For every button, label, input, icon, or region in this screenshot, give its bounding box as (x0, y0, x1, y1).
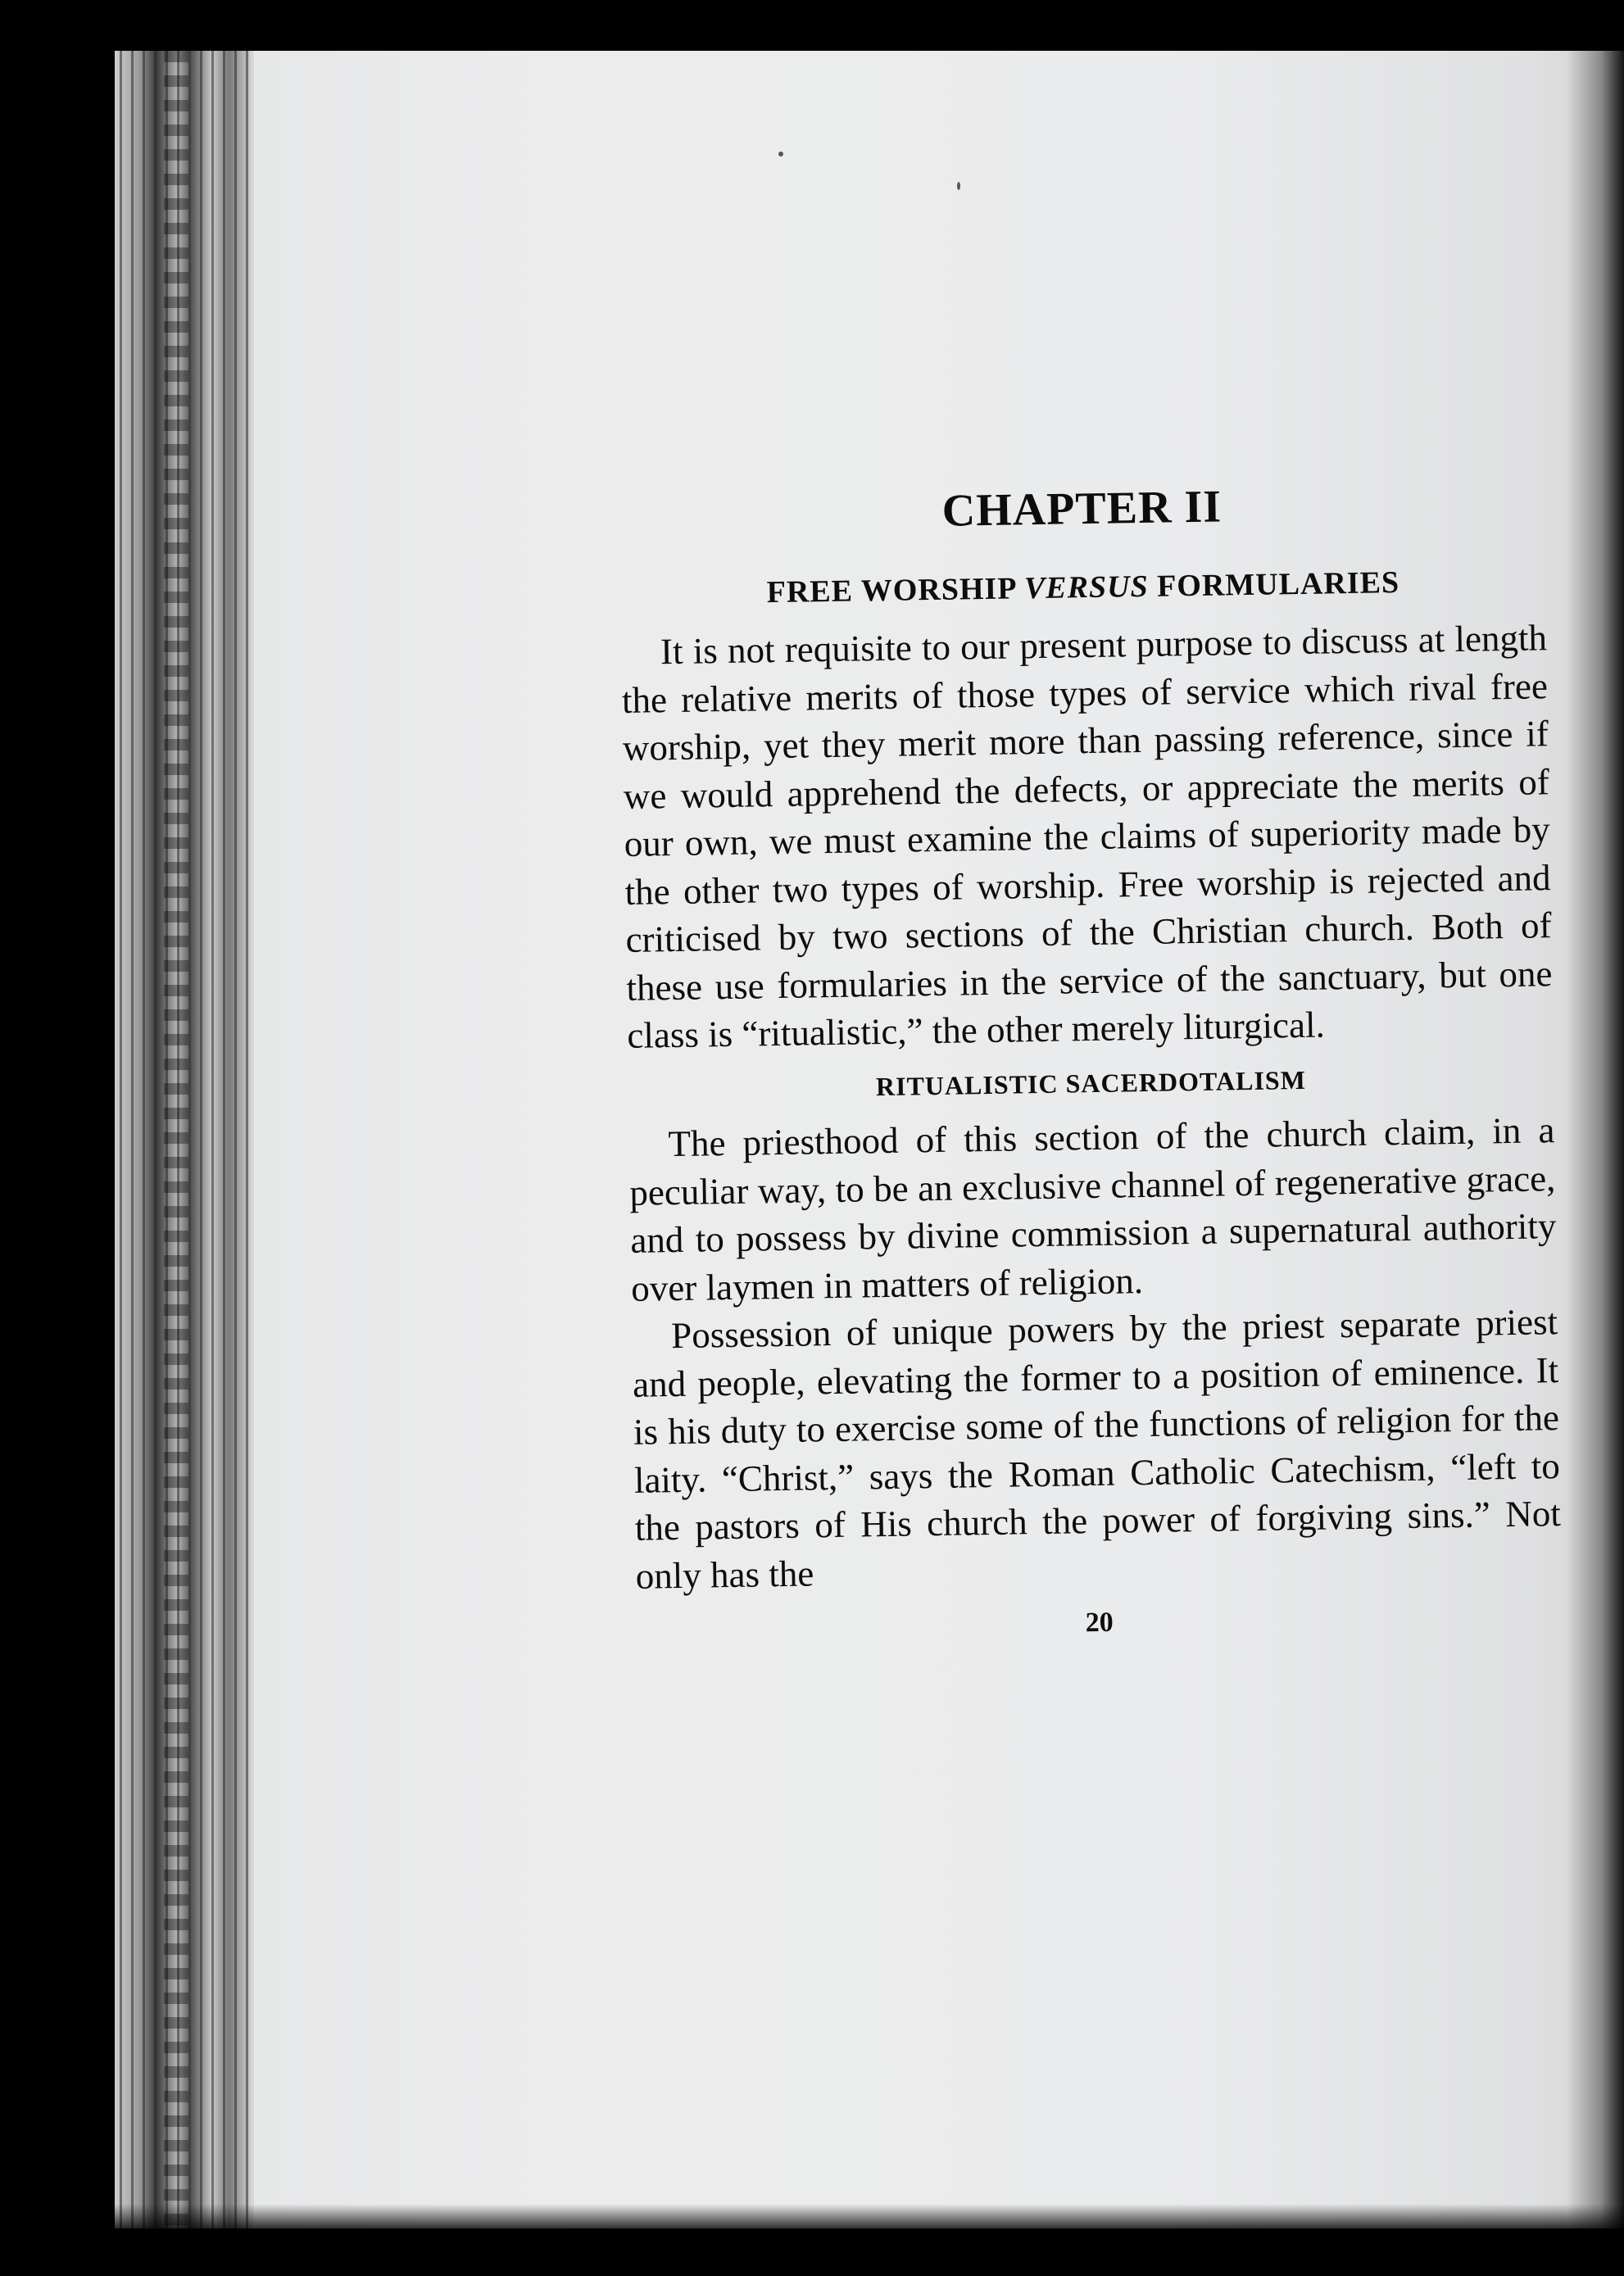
chapter-subtitle (620, 562, 1547, 614)
scan-speck (778, 152, 783, 156)
paragraph-intro: It is not requisite to our present purpose to discuss at length the relative merits of those types of service which rival free worship, yet they merit more than passing reference, since if we would apprehend the defects, or appreciate the merits of our own, we must examine the claims of superiority made by the other two types of worship. Free worship is rejected and criticised by two sections of the Christian church. Both of these use formularies in the service of the sanctuary, but one class is “ritualistic,” the other merely liturgical. (621, 617, 1553, 1057)
scan-speck (957, 182, 960, 190)
page-bottom-shadow (115, 2204, 1624, 2228)
book-binding-edge (115, 51, 254, 2228)
chapter-title: CHAPTER II (941, 481, 1223, 537)
page-text-block (619, 477, 1563, 1646)
page-right-shadow (1567, 51, 1624, 2228)
subtitle-part-two: FORMULARIES (1148, 564, 1400, 604)
paragraph-possession: Possession of unique powers by the priest separate priest and people, elevating the former to a position of eminence. It is his duty to exercise some of the functions of religion for the laity. “Christ,” says the Roman Catholic Catechism, “left to the pastors of His church the power of forgiving sins.” Not only has the (632, 1301, 1562, 1597)
subtitle-part-one: FREE WORSHIP (766, 570, 1025, 610)
subtitle-versus: VERSUS (1023, 569, 1149, 605)
section-heading: RITUALISTIC SACERDOTALISM (875, 1064, 1307, 1101)
paragraph-priesthood: The priesthood of this section of the church claim, in a peculiar way, to be an exclusive channel of regenerative grace, and to possess by divine commission a supernatural authority over laymen in matters of religion. (629, 1109, 1557, 1309)
page-number: 20 (1085, 1607, 1114, 1639)
